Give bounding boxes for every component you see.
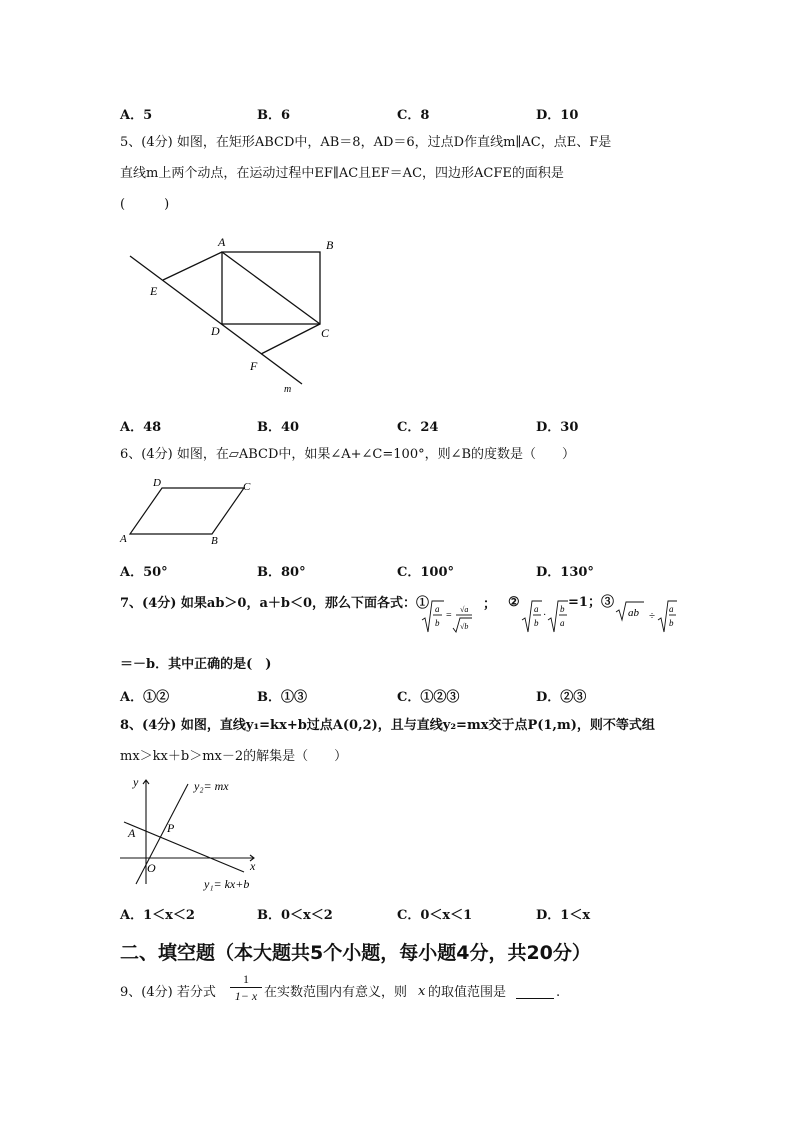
section-heading: 二、填空题（本大题共5个小题，每小题4分，共20分） <box>120 942 591 964</box>
q8-label-a: A <box>128 826 136 840</box>
q5-option-d: D．30 <box>536 420 579 435</box>
q9-middle: 在实数范围内有意义，则 <box>264 985 408 1000</box>
q6-label-a: A <box>120 533 127 545</box>
q7-text-line1: 7、(4分) 如果ab＞0，a＋b＜0，那么下面各式：① <box>120 596 430 611</box>
q7-expression-3 <box>614 598 678 636</box>
q6-figure-parallelogram <box>116 474 266 546</box>
q4-option-d: D．10 <box>536 108 579 123</box>
q7-option-a: A．①② <box>120 690 170 705</box>
q7-text-line2: ＝－b．其中正确的是( ) <box>120 657 272 672</box>
q8-label-p: P <box>167 821 175 835</box>
q6-option-d: D．130° <box>536 565 594 580</box>
q5-label-b: B <box>326 238 334 252</box>
q5-text-line1: 5、(4分) 如图，在矩形ABCD中，AB＝8，AD＝6，过点D作直线m∥AC，点E、F是 <box>120 135 612 150</box>
q6-label-d: D <box>153 477 161 489</box>
q5-label-a: A <box>218 235 226 249</box>
q7-option-d: D．②③ <box>536 690 587 705</box>
q5-paren: ( ) <box>120 197 170 212</box>
q6-option-b: B．80° <box>257 565 306 580</box>
q6-parallelogram <box>130 488 244 534</box>
q4-option-a: A．5 <box>120 108 153 123</box>
q5-text-line2: 直线m上两个动点，在运动过程中EF∥AC且EF＝AC，四边形ACFE的面积是 <box>120 166 564 181</box>
q7-e1-a: a <box>435 604 440 614</box>
q8-option-a: A．1＜x＜2 <box>120 908 195 923</box>
svg-text:·: · <box>543 610 547 621</box>
q8-line-y1 <box>124 822 244 872</box>
q7-sep1: ； <box>483 597 497 612</box>
q9-answer-blank[interactable] <box>516 986 554 999</box>
q4-option-c: C．8 <box>397 108 430 123</box>
q5-label-d: D <box>211 324 220 338</box>
q5-option-b: B．40 <box>257 420 300 435</box>
q8-text-line1: 8、(4分) 如图，直线y₁=kx+b过点A(0,2)，且与直线y₂=mx交于点P(1,m)，则不等式组 <box>120 718 655 733</box>
q7-option-c: C．①②③ <box>397 690 460 705</box>
svg-text:b: b <box>534 618 539 628</box>
q5-diagonal-ac <box>222 252 320 324</box>
svg-text:b: b <box>669 618 674 628</box>
q9-prefix: 9、(4分) 若分式 <box>120 985 216 1000</box>
svg-text:b: b <box>560 604 565 614</box>
q8-option-d: D．1＜x <box>536 908 591 923</box>
q7-expression-2 <box>520 598 572 636</box>
q6-label-b: B <box>211 535 218 546</box>
q7-option-b: B．①③ <box>257 690 307 705</box>
q9-fraction <box>230 972 262 1004</box>
q7-e1-sqrtb: √b <box>460 622 469 631</box>
q5-option-a: A．48 <box>120 420 162 435</box>
q5-option-c: C．24 <box>397 420 439 435</box>
svg-text:a: a <box>669 604 674 614</box>
svg-text:a: a <box>560 618 565 628</box>
q8-label-y: y <box>133 775 139 789</box>
q5-segment-cf <box>261 324 320 354</box>
q7-e1-sqrta: √a <box>460 605 469 614</box>
q6-text-line1: 6、(4分) 如图，在▱ABCD中，如果∠A+∠C=100°，则∠B的度数是（ ） <box>120 447 576 462</box>
q9-var: x <box>418 984 426 999</box>
q8-line-y2 <box>136 784 188 884</box>
q5-label-f: F <box>250 359 258 373</box>
q8-label-y2: y₂= mx <box>194 779 229 793</box>
q9-suffix: 的取值范围是 <box>428 985 507 1000</box>
q5-line-m <box>130 256 302 384</box>
q7-circ2: ② <box>508 595 520 610</box>
q7-e1-eq: = <box>446 610 452 621</box>
q6-label-c: C <box>243 481 251 493</box>
q8-option-b: B．0＜x＜2 <box>257 908 333 923</box>
q7-expression-1 <box>420 598 476 636</box>
svg-text:÷: ÷ <box>649 610 656 622</box>
q8-text-line2: mx＞kx＋b＞mx－2的解集是（ ） <box>120 749 348 764</box>
q7-eq1: =1；③ <box>568 595 614 610</box>
q5-label-e: E <box>150 284 158 298</box>
q6-option-c: C．100° <box>397 565 454 580</box>
q7-e1-b: b <box>435 618 440 628</box>
q8-label-y1: y₁= kx+b <box>204 877 250 891</box>
q4-option-b: B．6 <box>257 108 291 123</box>
q9-denominator: 1− x <box>234 989 258 1003</box>
q9-end: . <box>556 985 561 1000</box>
q8-label-o: O <box>147 861 156 875</box>
q8-label-x: x <box>250 859 256 873</box>
q5-label-c: C <box>321 326 330 340</box>
q5-label-m: m <box>284 384 292 395</box>
svg-text:a: a <box>534 604 539 614</box>
q8-figure-graph <box>116 772 276 894</box>
q5-figure-rectangle <box>120 232 350 402</box>
q6-option-a: A．50° <box>120 565 168 580</box>
q8-option-c: C．0＜x＜1 <box>397 908 473 923</box>
q9-numerator: 1 <box>243 972 249 986</box>
q5-segment-ae <box>163 252 222 280</box>
svg-text:ab: ab <box>628 607 639 619</box>
